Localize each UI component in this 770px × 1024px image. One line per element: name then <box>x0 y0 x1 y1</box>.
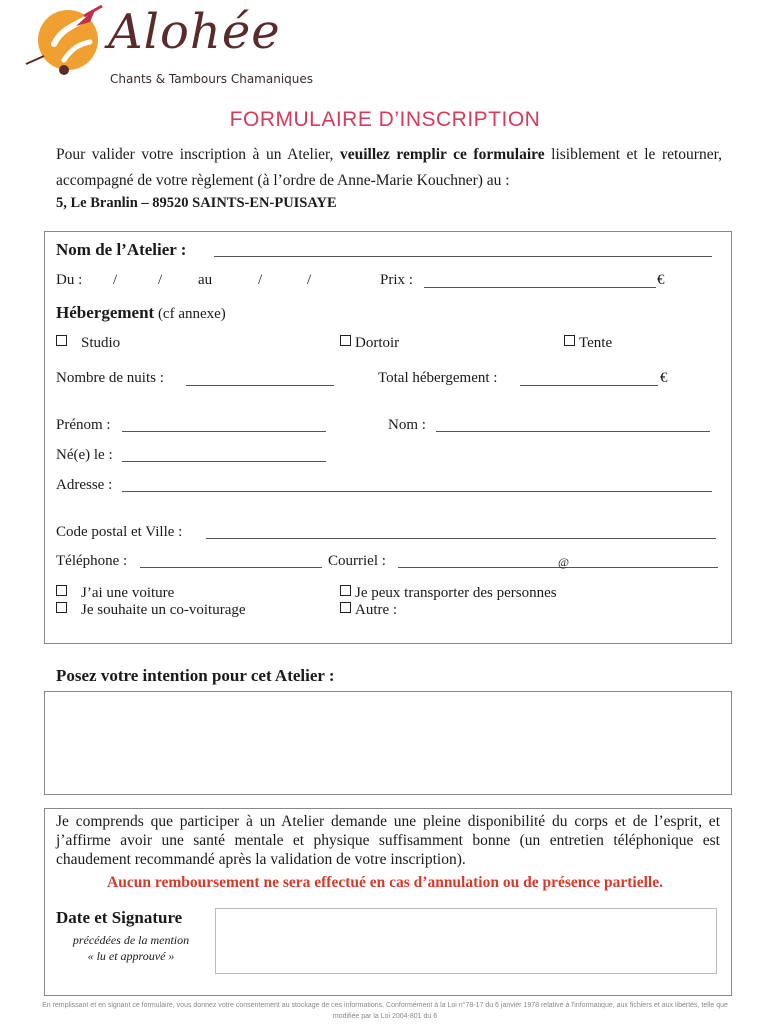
adresse-label: Adresse : <box>56 477 113 493</box>
checkbox-icon[interactable] <box>340 602 351 613</box>
au-label: au <box>198 272 213 288</box>
prix-label: Prix : <box>380 272 413 288</box>
registration-form-box <box>44 231 732 644</box>
logo-subtitle: Chants & Tambours Chamaniques <box>110 72 314 86</box>
option-dortoir-label: Dortoir <box>355 335 400 351</box>
hebergement-note: (cf annexe) <box>157 306 226 322</box>
nom-label: Nom : <box>388 417 426 433</box>
refund-warning: Aucun remboursement ne sera effectué en cas d’annulation ou de présence partielle. <box>107 874 663 891</box>
du-label: Du : <box>56 272 83 288</box>
intention-textarea[interactable] <box>44 691 732 795</box>
option-autre-label: Autre : <box>355 602 398 618</box>
nuits-input[interactable] <box>186 385 334 386</box>
hebergement-heading <box>56 303 226 323</box>
intro-part2: lisiblement et le retourner, accompagné de votre règlement (à l’ordre de Anne-Marie Kouchner) au : <box>56 146 723 189</box>
option-covoiturage-label: Je souhaite un co-voiturage <box>81 602 246 618</box>
date-slash: / <box>307 272 312 288</box>
option-covoiturage[interactable] <box>56 602 246 619</box>
option-voiture-label: J’ai une voiture <box>81 585 175 601</box>
hebergement-label: Hébergement <box>56 303 155 322</box>
date-slash: / <box>113 272 118 288</box>
option-tente[interactable] <box>564 335 612 352</box>
postal-address: 5, Le Branlin – 89520 SAINTS-EN-PUISAYE <box>56 195 337 211</box>
logo-mark-icon <box>24 4 108 78</box>
naissance-input[interactable] <box>122 461 326 462</box>
atelier-input[interactable] <box>214 256 712 257</box>
prenom-input[interactable] <box>122 431 326 432</box>
logo-wordmark: Alohée <box>108 4 281 60</box>
intro-part1: Pour valider votre inscription à un Atelier, <box>56 146 340 163</box>
nuits-label: Nombre de nuits : <box>56 370 164 386</box>
telephone-label: Téléphone : <box>56 553 128 569</box>
signature-field[interactable] <box>215 908 717 974</box>
checkbox-icon[interactable] <box>564 335 575 346</box>
checkbox-icon[interactable] <box>56 335 67 346</box>
cp-ville-label: Code postal et Ville : <box>56 524 183 540</box>
cp-ville-input[interactable] <box>206 538 716 539</box>
option-autre[interactable] <box>340 602 397 619</box>
footer-legal: En remplissant et en signant ce formulaire, vous donnez votre consentement au stockage de ces informations. Conformément à la Loi n°78-17 du 6 janvier 1978 relative à l'informatique, aux fichiers et aux libertés, telle que modifiée par la Loi 2004-801 du 6 <box>42 1002 728 1020</box>
prenom-label: Prénom : <box>56 417 111 433</box>
intro-bold: veuillez remplir ce formulaire <box>339 146 545 163</box>
checkbox-icon[interactable] <box>340 585 351 596</box>
atelier-label: Nom de l’Atelier : <box>56 240 187 259</box>
intention-heading: Posez votre intention pour cet Atelier : <box>56 666 335 685</box>
option-studio[interactable] <box>56 335 120 352</box>
courriel-label: Courriel : <box>328 553 386 569</box>
date-slash: / <box>158 272 163 288</box>
nom-input[interactable] <box>436 431 710 432</box>
signature-mention-line2: « lu et approuvé » <box>87 949 175 963</box>
option-tente-label: Tente <box>579 335 613 351</box>
signature-mention-line1: précédées de la mention <box>72 933 190 947</box>
option-studio-label: Studio <box>81 335 121 351</box>
option-transport[interactable] <box>340 585 557 602</box>
date-slash: / <box>258 272 263 288</box>
checkbox-icon[interactable] <box>340 335 351 346</box>
signature-title: Date et Signature <box>56 908 183 927</box>
intro-text <box>56 142 722 194</box>
prix-input[interactable] <box>424 287 656 288</box>
checkbox-icon[interactable] <box>56 602 67 613</box>
at-sign: @ <box>558 555 570 569</box>
euro-sign: € <box>657 272 665 288</box>
euro-sign: € <box>660 370 668 386</box>
naissance-label: Né(e) le : <box>56 447 113 463</box>
checkbox-icon[interactable] <box>56 585 67 596</box>
adresse-input[interactable] <box>122 491 712 492</box>
engagement-text: Je comprends que participer à un Atelier demande une pleine disponibilité du corps et de l’esprit, et j’affirme avoir une santé mentale et physique suffisamment bonne (un entretien téléphonique est chaudement recommandé après la validation de votre inscription). <box>56 813 720 868</box>
total-label: Total hébergement : <box>378 370 498 386</box>
page-title: FORMULAIRE D’INSCRIPTION <box>229 108 541 131</box>
signature-mention <box>56 932 206 964</box>
option-transport-label: Je peux transporter des personnes <box>355 585 557 601</box>
total-input[interactable] <box>520 385 658 386</box>
option-voiture[interactable] <box>56 585 174 602</box>
option-dortoir[interactable] <box>340 335 399 352</box>
telephone-input[interactable] <box>140 567 322 568</box>
